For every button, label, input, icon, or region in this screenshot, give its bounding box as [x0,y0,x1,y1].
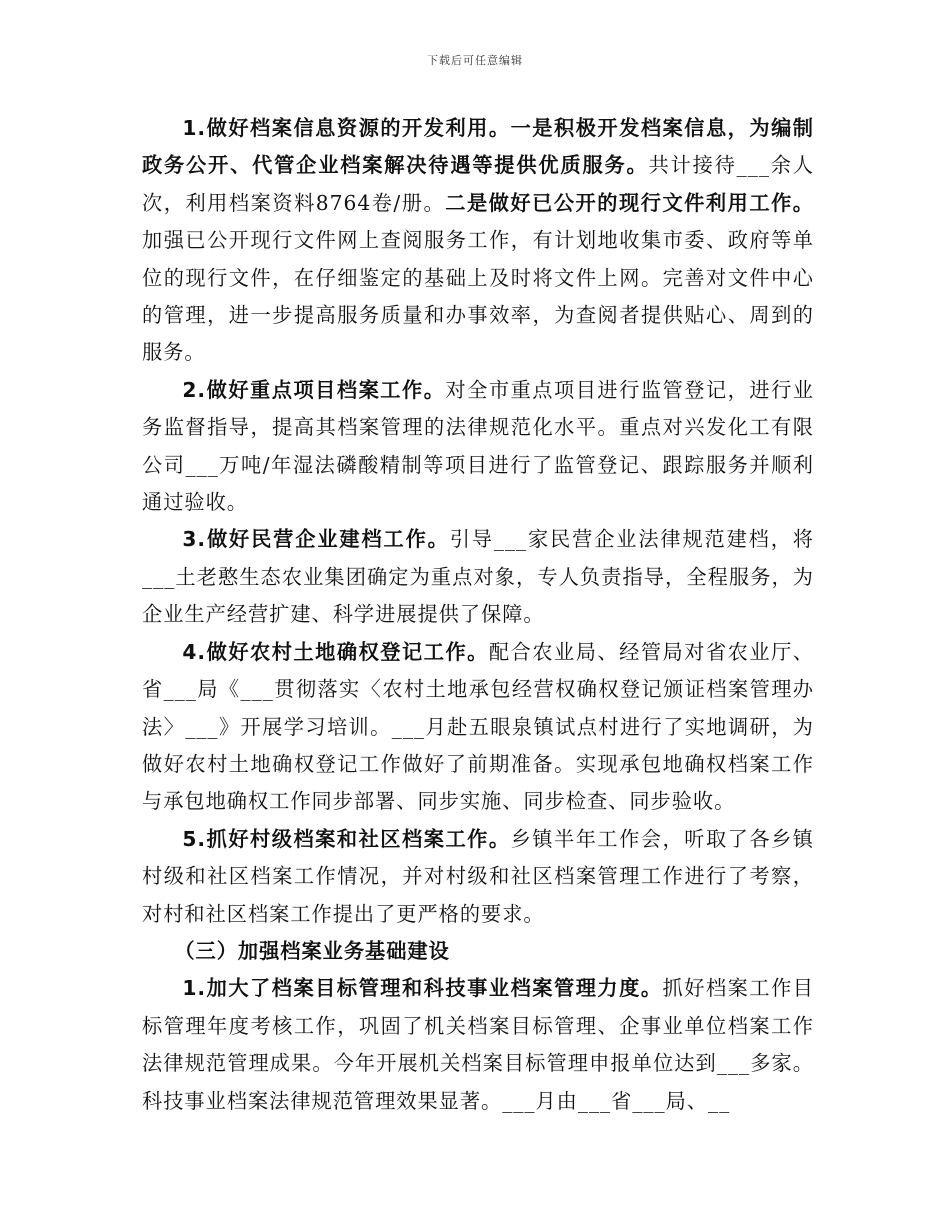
document-body [142,110,814,1120]
paragraph-5-text: 乡镇半年工作会，听取了各乡镇村级和社区档案工作情况，并对村级和社区档案管理工作进行了考察，对村和社区档案工作提出了更严格的要求。 [142,826,814,926]
paragraph-1-text: 共计接待___余人次，利用档案资料8764卷/册。 [142,153,814,215]
section-heading-3: （三）加强档案业务基础建设 [174,938,450,963]
paragraph-3 [142,521,814,633]
paragraph-6 [142,970,814,1120]
paragraph-6-bold: 1.加大了档案目标管理和科技事业档案管理力度。 [182,976,663,1001]
paragraph-2 [142,372,814,522]
paragraph-2-text: 对全市重点项目进行监管登记，进行业务监督指导，提高其档案管理的法律规范化水平。重点对兴发化工有限公司___万吨/年湿法磷酸精制等项目进行了监管登记、跟踪服务并顺利通过验收。 [142,377,814,515]
paragraph-4 [142,634,814,821]
paragraph-1-bold-2: 二是做好已公开的现行文件利用工作。 [445,190,814,215]
paragraph-6-text: 抓好档案工作目标管理年度考核工作，巩固了机关档案目标管理、企事业单位档案工作法律规范管理成果。今年开展机关档案目标管理申报单位达到___多家。科技事业档案法律规范管理效果显著。___月由___省___局、__ [142,976,814,1113]
paragraph-1 [142,110,814,372]
paragraph-3-bold: 3.做好民营企业建档工作。 [182,527,450,552]
paragraph-4-bold: 4.做好农村土地确权登记工作。 [182,639,489,664]
paragraph-5-bold: 5.抓好村级档案和社区档案工作。 [182,826,511,851]
paragraph-5 [142,821,814,933]
paragraph-1-text-2: 加强已公开现行文件网上查阅服务工作，有计划地收集市委、政府等单位的现行文件，在仔细鉴定的基础上及时将文件上网。完善对文件中心的管理，进一步提高服务质量和办事效率，为查阅者提供贴心、周到的服务。 [142,228,814,365]
paragraph-4-text: 配合农业局、经管局对省农业厅、省___局《___贯彻落实〈农村土地承包经营权确权登记颁证档案管理办法〉___》开展学习培训。___月赴五眼泉镇试点村进行了实地调研，为做好农村土地确权登记工作做好了前期准备。实现承包地确权档案工作与承包地确权工作同步部署、同步实施、同步检查、同步验收。 [142,639,814,814]
paragraph-1-bold: 1.做好档案信息资源的开发利用。一是积极开发档案信息，为编制政务公开、代管企业档案解决待遇等提供优质服务。 [142,116,814,178]
page-header: 下载后可任意编辑 [427,54,523,67]
paragraph-2-bold: 2.做好重点项目档案工作。 [182,377,446,402]
paragraph-3-text: 引导___家民营企业法律规范建档，将___土老憨生态农业集团确定为重点对象，专人负责指导，全程服务，为企业生产经营扩建、科学进展提供了保障。 [142,527,814,627]
